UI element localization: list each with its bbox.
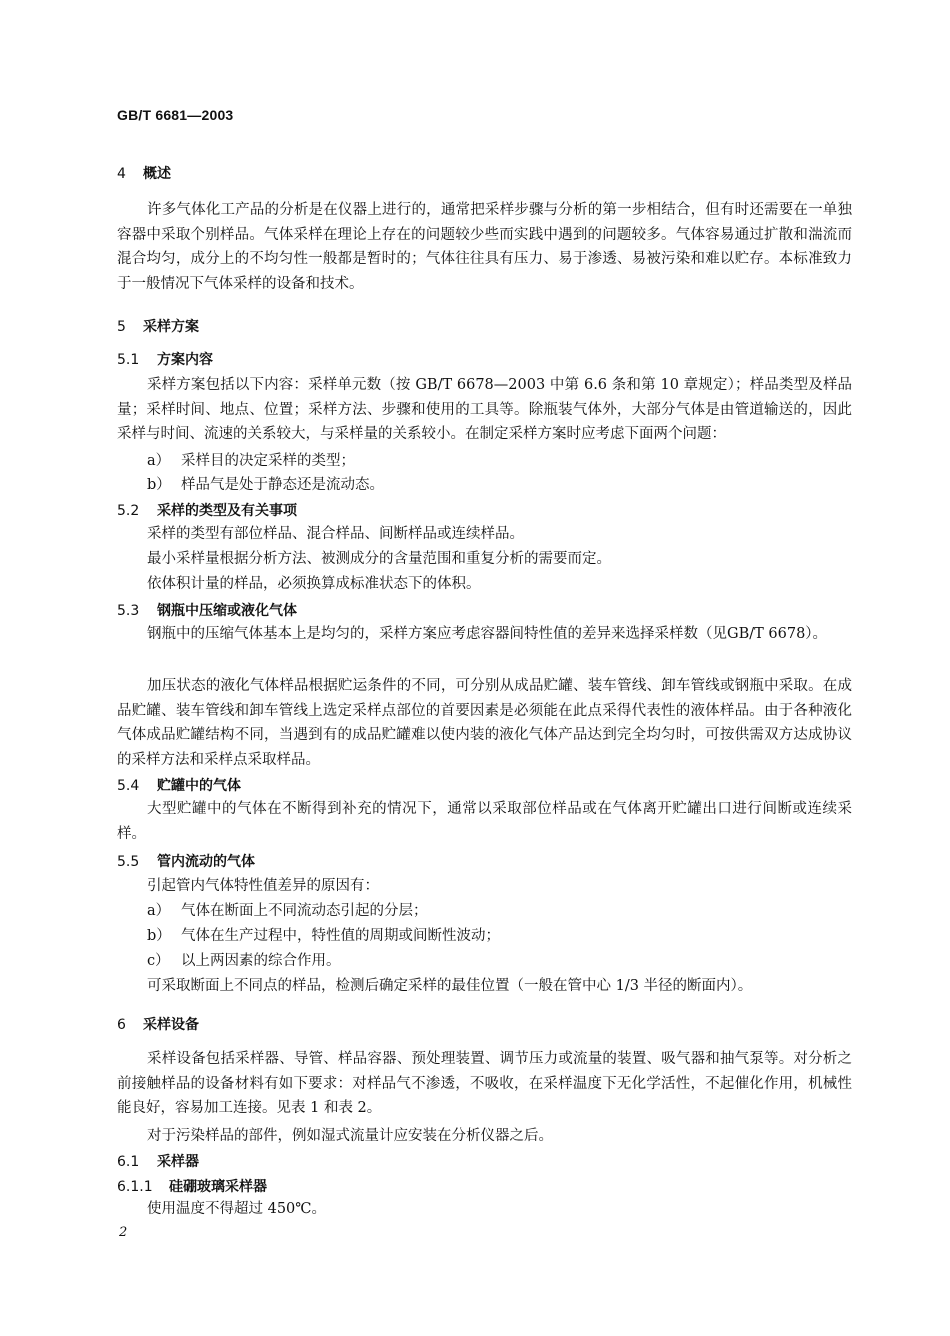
section-6-1-1-line: 使用温度不得超过 450℃。: [147, 1201, 327, 1217]
section-5-2-line-3: 依体积计量的样品，必须换算成标准状态下的体积。: [147, 576, 481, 592]
section-5-3-heading: [117, 600, 297, 620]
list-item-b: b） 气体在生产过程中，特性值的周期或间断性波动；: [147, 928, 500, 944]
section-number: 5.4: [117, 778, 140, 794]
section-number: 5.2: [117, 503, 140, 519]
section-number: 4: [117, 166, 126, 182]
section-5-heading: [117, 316, 199, 336]
section-4-paragraph: 许多气体化工产品的分析是在仪器上进行的，通常把采样步骤与分析的第一步相结合，但有时还需要在一单独容器中采取个别样品。气体采样在理论上存在的问题较少些而实践中遇到的问题较多。气体容易通过扩散和湍流而混合均匀，成分上的不均匀性一般都是暂时的；气体往往具有压力、易于渗透、易被污染和难以贮存。本标准致力于一般情况下气体采样的设备和技术。: [117, 202, 852, 292]
section-title: 采样设备: [143, 1017, 199, 1033]
section-4-heading: [117, 163, 171, 183]
section-number: 5.3: [117, 603, 140, 619]
section-number: 6.1.1: [117, 1179, 153, 1195]
section-5-2-heading: [117, 500, 297, 520]
section-5-5-line-1: 引起管内气体特性值差异的原因有：: [147, 878, 379, 894]
section-number: 6: [117, 1017, 126, 1033]
section-5-5-heading: [117, 851, 255, 871]
section-6-1-1-heading: [117, 1176, 267, 1196]
section-5-5-line-2: 可采取断面上不同点的样品，检测后确定采样的最佳位置（一般在管中心 1/3 半径的断面内）。: [147, 978, 753, 994]
section-5-1-paragraph: 采样方案包括以下内容：采样单元数（按 GB/T 6678—2003 中第 6.6 条和第 10 章规定）；样品类型及样品量；采样时间、地点、位置；采样方法、步骤和使用的工具等。除瓶装气体外，大部分气体是由管道输送的，因此采样与时间、流速的关系较大，与采样量的关系较小。在制定采样方案时应考虑下面两个问题：: [117, 377, 852, 442]
section-number: 6.1: [117, 1154, 140, 1170]
section-title: 贮罐中的气体: [157, 778, 241, 794]
section-5-1-heading: [117, 349, 213, 369]
section-title: 管内流动的气体: [157, 854, 255, 870]
section-title: 方案内容: [157, 352, 213, 368]
section-5-2-line-1: 采样的类型有部位样品、混合样品、间断样品或连续样品。: [147, 526, 524, 542]
section-title: 采样器: [157, 1154, 199, 1170]
page-number: 2: [119, 1225, 128, 1240]
section-5-4-heading: [117, 775, 241, 795]
section-title: 硅硼玻璃采样器: [169, 1179, 267, 1195]
section-6-line-2: 对于污染样品的部件，例如湿式流量计应安装在分析仪器之后。: [147, 1128, 553, 1144]
section-6-1-heading: [117, 1151, 199, 1171]
section-number: 5: [117, 319, 126, 335]
section-5-3-paragraph-2: 加压状态的液化气体样品根据贮运条件的不同，可分别从成品贮罐、装车管线、卸车管线或钢瓶中采取。在成品贮罐、装车管线和卸车管线上选定采样点部位的首要因素是必须能在此点采得代表性的液体样品。由于各种液化气体成品贮罐结构不同，当遇到有的成品贮罐难以使内装的液化气体产品达到完全均匀时，可按供需双方达成协议的采样方法和采样点采取样品。: [117, 678, 852, 768]
section-5-3-paragraph-1: 钢瓶中的压缩气体基本上是均匀的，采样方案应考虑容器间特性值的差异来选择采样数（见GB/T 6678）。: [147, 626, 828, 642]
list-item-a: a） 采样目的决定采样的类型；: [147, 453, 355, 469]
section-6-heading: [117, 1014, 199, 1034]
list-item-c: c） 以上两因素的综合作用。: [147, 953, 341, 969]
list-item-b: b） 样品气是处于静态还是流动态。: [147, 477, 384, 493]
section-5-2-line-2: 最小采样量根据分析方法、被测成分的含量范围和重复分析的需要而定。: [147, 551, 611, 567]
standard-code: GB/T 6681—2003: [117, 107, 234, 123]
section-6-paragraph-1: 采样设备包括采样器、导管、样品容器、预处理装置、调节压力或流量的装置、吸气器和抽气泵等。对分析之前接触样品的设备材料有如下要求：对样品气不渗透，不吸收，在采样温度下无化学活性，不起催化作用，机械性能良好，容易加工连接。见表 1 和表 2。: [117, 1051, 852, 1116]
section-title: 钢瓶中压缩或液化气体: [157, 603, 297, 619]
section-title: 采样的类型及有关事项: [157, 503, 297, 519]
section-number: 5.1: [117, 352, 140, 368]
section-number: 5.5: [117, 854, 140, 870]
list-item-a: a） 气体在断面上不同流动态引起的分层；: [147, 903, 428, 919]
section-title: 概述: [143, 166, 171, 182]
section-title: 采样方案: [143, 319, 199, 335]
section-5-4-paragraph: 大型贮罐中的气体在不断得到补充的情况下，通常以采取部位样品或在气体离开贮罐出口进行间断或连续采样。: [117, 801, 852, 842]
